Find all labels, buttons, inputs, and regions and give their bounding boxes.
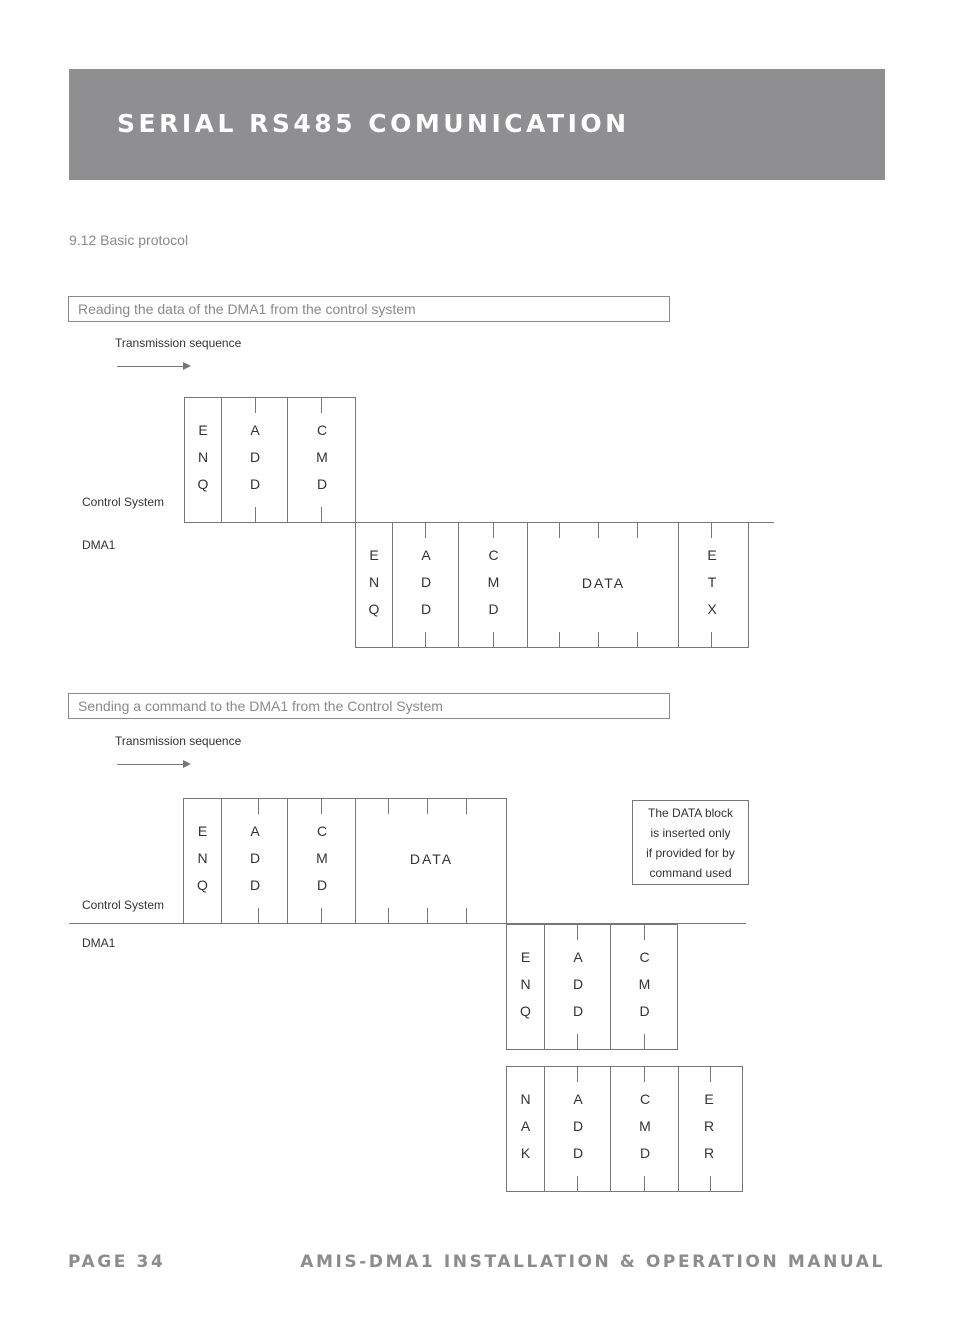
field-letter: N	[197, 449, 209, 465]
frame-field-add	[544, 925, 611, 1049]
frame-field-enq	[356, 523, 392, 647]
field-letter: D	[249, 877, 261, 893]
field-letter: T	[707, 574, 717, 590]
field-letter: D	[572, 1118, 584, 1134]
diagram1-dma-label: DMA1	[82, 538, 116, 552]
frame-field-data	[355, 799, 507, 923]
note-line: command used	[649, 866, 732, 880]
field-letter: A	[421, 547, 431, 563]
frame-field-err	[678, 1067, 743, 1191]
field-letter: D	[420, 601, 432, 617]
frame-field-data	[527, 523, 679, 647]
frame-field-add	[544, 1067, 611, 1191]
field-letter: D	[488, 601, 499, 617]
field-letter: D	[639, 1003, 650, 1019]
field-letter: C	[316, 422, 328, 438]
data-block-note	[632, 800, 749, 885]
field-letter: N	[197, 850, 208, 866]
frame-field-cmd	[610, 925, 678, 1049]
diagram2-control-frame	[183, 798, 507, 924]
diagram1-control-frame	[184, 397, 356, 523]
field-letter: M	[639, 1118, 651, 1134]
diagram2-dma-nak-frame	[506, 1066, 743, 1192]
page-title: SERIAL RS485 COMUNICATION	[117, 109, 630, 138]
frame-field-add	[221, 398, 288, 522]
field-letter: N	[368, 574, 380, 590]
field-letter: A	[573, 1091, 583, 1107]
frame-field-cmd	[610, 1067, 679, 1191]
field-letter: D	[249, 449, 261, 465]
field-letter: X	[707, 601, 717, 617]
field-letter: Q	[368, 601, 380, 617]
field-letter: D	[572, 976, 584, 992]
frame-field-add	[392, 523, 459, 647]
diagram1-dma-frame	[355, 522, 749, 648]
frame-field-enq	[507, 925, 544, 1049]
field-letter: D	[639, 1145, 651, 1161]
field-letter: Q	[197, 877, 208, 893]
field-letter: R	[703, 1145, 715, 1161]
field-letter: A	[250, 422, 260, 438]
diagram2-dma-label: DMA1	[82, 936, 116, 950]
field-letter: E	[369, 547, 379, 563]
footer-page-number: PAGE 34	[68, 1252, 166, 1272]
frame-field-cmd	[287, 799, 356, 923]
diagram2-dma-ack-frame	[506, 924, 678, 1050]
field-letter: D	[249, 850, 261, 866]
field-letter: Q	[197, 476, 209, 492]
diagram1-sequence-label: Transmission sequence	[115, 336, 242, 350]
field-letter: D	[572, 1003, 584, 1019]
field-letter: E	[198, 422, 208, 438]
note-line: is inserted only	[650, 826, 731, 840]
field-letter: N	[520, 976, 531, 992]
diagram2-sequence-label: Transmission sequence	[115, 734, 242, 748]
diagram2-sequence-arrow-icon	[117, 764, 189, 765]
field-letter: N	[520, 1091, 531, 1107]
frame-field-etx	[678, 523, 749, 647]
field-letter: M	[316, 449, 328, 465]
diagram2-caption: Sending a command to the DMA1 from the Control System	[68, 693, 670, 719]
field-letter: K	[520, 1145, 531, 1161]
note-line: if provided for by	[646, 846, 735, 860]
diagram1-sequence-arrow-icon	[117, 366, 189, 367]
data-block-label: DATA	[581, 575, 626, 591]
field-letter: Q	[520, 1003, 531, 1019]
diagram1-control-label: Control System	[82, 495, 165, 509]
frame-field-enq	[185, 398, 221, 522]
field-letter: M	[638, 976, 651, 992]
frame-field-enq	[184, 799, 221, 923]
diagram1-caption: Reading the data of the DMA1 from the control system	[68, 296, 670, 322]
frame-field-cmd	[458, 523, 528, 647]
field-letter: E	[197, 823, 208, 839]
frame-field-add	[221, 799, 288, 923]
field-letter: C	[488, 547, 499, 563]
field-letter: M	[487, 574, 500, 590]
field-letter: D	[316, 877, 328, 893]
field-letter: R	[703, 1118, 715, 1134]
note-line: The DATA block	[648, 806, 733, 820]
field-letter: A	[573, 949, 583, 965]
field-letter: E	[707, 547, 717, 563]
field-letter: C	[639, 949, 650, 965]
field-letter: D	[572, 1145, 584, 1161]
field-letter: C	[639, 1091, 651, 1107]
field-letter: A	[520, 1118, 531, 1134]
field-letter: E	[704, 1091, 714, 1107]
field-letter: A	[250, 823, 260, 839]
diagram2-control-label: Control System	[82, 898, 165, 912]
field-letter: D	[249, 476, 261, 492]
footer-manual-title: AMIS-DMA1 INSTALLATION & OPERATION MANUAL	[300, 1252, 885, 1272]
field-letter: M	[316, 850, 328, 866]
page-header	[69, 69, 885, 180]
field-letter: D	[420, 574, 432, 590]
section-label: 9.12 Basic protocol	[69, 232, 189, 248]
field-letter: E	[520, 949, 531, 965]
frame-field-cmd	[287, 398, 356, 522]
field-letter: D	[316, 476, 328, 492]
data-block-label: DATA	[409, 851, 454, 867]
frame-field-nak	[507, 1067, 544, 1191]
field-letter: C	[316, 823, 328, 839]
